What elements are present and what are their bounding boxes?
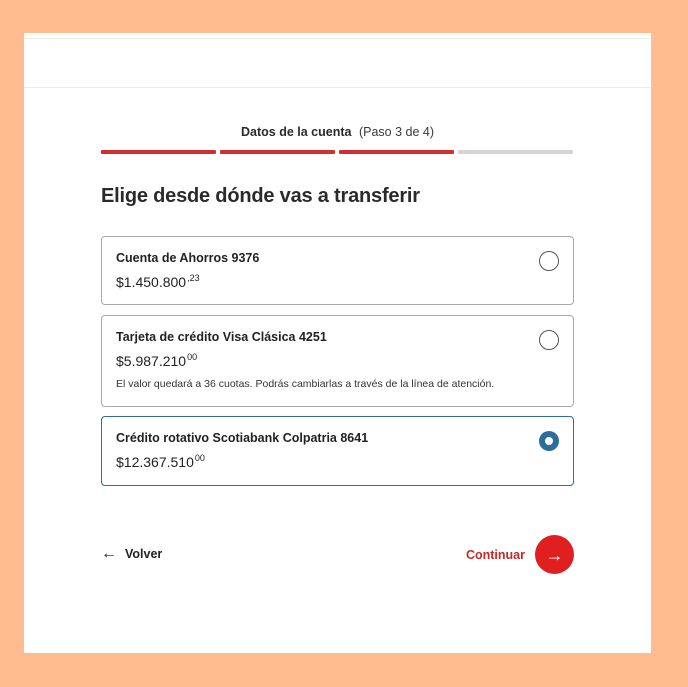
account-note: El valor quedará a 36 cuotas. Podrás cambiarlas a través de la línea de atención. — [116, 378, 495, 390]
radio-button-selected[interactable] — [539, 431, 559, 451]
account-option-savings[interactable] — [101, 236, 574, 305]
back-label: Volver — [125, 547, 163, 561]
account-option-rotativo[interactable] — [101, 416, 574, 486]
progress-segment-2 — [220, 150, 335, 154]
account-balance-cents: 00 — [187, 352, 198, 362]
account-option-visa[interactable] — [101, 315, 574, 407]
continue-button[interactable] — [466, 535, 574, 574]
continue-label: Continuar — [465, 547, 525, 562]
arrow-right-icon[interactable]: → — [535, 535, 574, 574]
top-bar — [24, 38, 651, 88]
stepper-step: (Paso 3 de 4) — [358, 125, 434, 139]
page-title: Elige desde dónde vas a transferir — [101, 185, 420, 207]
radio-button[interactable] — [539, 251, 559, 271]
arrow-left-icon: ← — [101, 545, 117, 562]
account-balance — [116, 352, 197, 369]
account-balance-main: $1.450.800 — [116, 274, 187, 290]
account-balance-main: $5.987.210 — [116, 353, 187, 369]
account-name: Crédito rotativo Scotiabank Colpatria 8641 — [116, 431, 369, 445]
progress-bar — [101, 150, 573, 154]
account-balance-cents: 00 — [194, 453, 205, 463]
progress-segment-4 — [458, 150, 573, 154]
progress-segment-1 — [101, 150, 216, 154]
stepper-section: Datos de la cuenta — [241, 125, 352, 139]
account-balance-cents: ,23 — [187, 273, 200, 283]
account-balance-main: $12.367.510 — [116, 454, 194, 470]
page-frame — [24, 33, 651, 653]
progress-segment-3 — [339, 150, 454, 154]
radio-button[interactable] — [539, 330, 559, 350]
account-name: Tarjeta de crédito Visa Clásica 4251 — [116, 330, 327, 344]
account-balance — [116, 453, 205, 470]
back-button[interactable] — [101, 546, 162, 562]
account-balance — [116, 273, 200, 290]
account-name: Cuenta de Ahorros 9376 — [116, 251, 260, 265]
stepper-header — [24, 125, 651, 139]
